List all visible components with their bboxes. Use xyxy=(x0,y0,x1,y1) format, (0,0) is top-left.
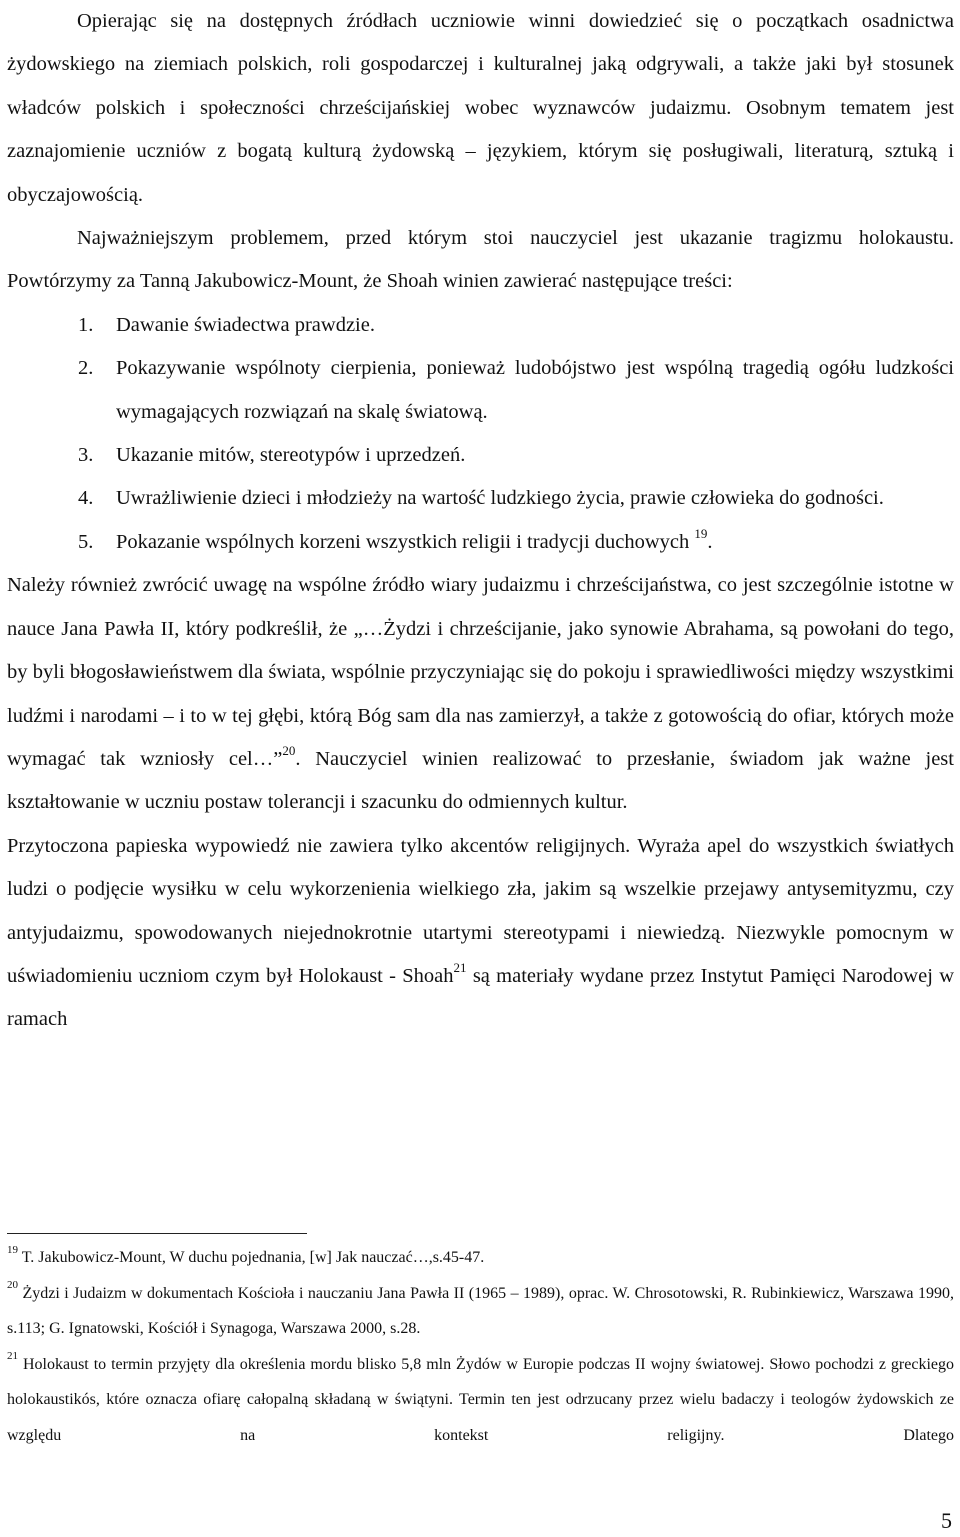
footnote-ref-21: 21 xyxy=(453,960,467,976)
shoah-content-list xyxy=(7,304,954,564)
list-item: 3. Ukazanie mitów, stereotypów i uprzedzeń. xyxy=(78,444,466,467)
paragraph-papieska-wypowiedz: Przytoczona papieska wypowiedź nie zawiera tylko akcentów religijnych. Wyraża apel do wszystkich światłych ludzi o podjęcie wysiłku w celu wykorzenienia wielkiego zła, jakim są wszelkie przejawy antysemityzmu, czy antyjudaizmu, spowodowanych niejednokrotnie utartymi stereotypami i niewiedzą. Niezwykle pomocnym w uświadomieniu uczniom czym był Holokaust - Shoah$^{21}$ są materiały wydane przez Instytut Pamięci Narodowej w ramach xyxy=(7,834,955,1031)
footnote-19: $^{19}$ T. Jakubowicz-Mount, W duchu pojednania, [w] Jak nauczać…,s.45-47. xyxy=(7,1243,485,1266)
footnote-ref-20: 20 xyxy=(282,743,296,759)
footnote-separator xyxy=(7,1233,307,1234)
list-item: 4. Uwrażliwienie dzieci i młodzieży na wartość ludzkiego życia, prawie człowieka do godności. xyxy=(78,487,884,510)
list-item: 1. Dawanie świadectwa prawdzie. xyxy=(78,313,375,336)
list-item: 5. Pokazanie wspólnych korzeni wszystkich religii i tradycji duchowych $^{19}$. xyxy=(78,526,713,553)
footnote-21: $^{21}$ Holokaust to termin przyjęty dla określenia mordu blisko 5,8 mln Żydów w Europie podczas II wojny światowej. Słowo pochodzi z greckiego holokaustikós, które oznacza ofiarę całopalną składaną w świątyni. Termin ten jest odrzucany przez wielu badaczy i teologów żydowskich ze względu na kontekst religijny. Dlatego xyxy=(7,1350,954,1444)
document-page xyxy=(7,0,955,1444)
paragraph-osadnictwo: Opierając się na dostępnych źródłach uczniowie winni dowiedzieć się o początkach osadnictwa żydowskiego na ziemiach polskich, roli gospodarczej i kulturalnej jaką odgrywali, a także jaki był stosunek władców polskich i społeczności chrześcijańskiej wobec wyznawców judaizmu. Osobnym tematem jest zaznajomienie uczniów z bogatą kulturą żydowską – językiem, którym się posługiwali, literaturą, sztuką i obyczajowością. xyxy=(7,10,954,206)
paragraph-holokaust: Najważniejszym problemem, przed którym stoi nauczyciel jest ukazanie tragizmu holokaustu. Powtórzymy za Tanną Jakubowicz-Mount, że Shoah winien zawierać następujące treści: xyxy=(7,227,954,293)
footnote-20: $^{20}$ Żydzi i Judaizm w dokumentach Kościoła i nauczaniu Jana Pawła II (1965 – 1989), oprac. W. Chrosotowski, R. Rubinkiewicz, Warszawa 1990, s.113; G. Ignatowski, Kościół i Synagoga, Warszawa 2000, s.28. xyxy=(7,1279,954,1337)
page-number: 5 xyxy=(941,1508,952,1533)
list-item: 2. Pokazywanie wspólnoty cierpienia, ponieważ ludobójstwo jest wspólną tragedią ogółu ludzkości wymagających rozwiązań na skalę światową. xyxy=(78,357,954,423)
paragraph-jan-pawel: Należy również zwrócić uwagę na wspólne źródło wiary judaizmu i chrześcijaństwa, co jest szczególnie istotne w nauce Jana Pawła II, który podkreślił, że „…Żydzi i chrześcijanie, jako synowie Abrahama, są powołani do tego, by byli błogosławieństwem dla świata, wspólnie przyczyniając się do pokoju i sprawiedliwości między wszystkimi ludźmi i narodami – i to w tej głębi, którą Bóg sam dla nas zamierzył, a także z gotowością do ofiar, których może wymagać tak wzniosły cel…”$^{20}$. Nauczyciel winien realizować to przesłanie, świadom jak ważne jest kształtowanie w uczniu postaw tolerancji i szacunku do odmiennych kultur. xyxy=(7,574,954,814)
footnotes xyxy=(7,1240,954,1453)
footnote-ref-19: 19 xyxy=(694,526,708,542)
